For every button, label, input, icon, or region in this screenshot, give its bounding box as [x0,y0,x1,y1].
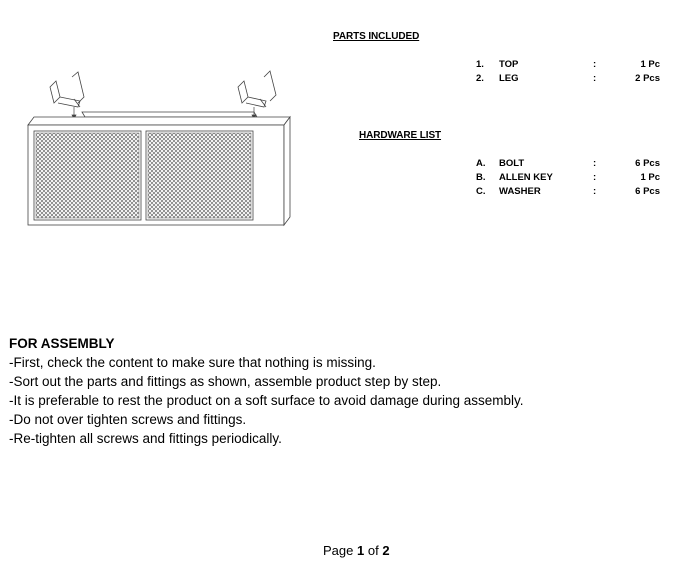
item-name: ALLEN KEY [499,172,553,183]
item-number: 1. [476,59,484,70]
item-number: B. [476,172,486,183]
item-name: WASHER [499,186,541,197]
assembly-instructions [9,334,649,448]
top-panel-drawing [82,112,257,117]
product-diagram [22,65,297,230]
instruction-line: -Do not over tighten screws and fittings. [9,412,247,427]
item-number: 2. [476,73,484,84]
item-name: TOP [499,59,519,70]
left-leg-drawing [50,72,84,107]
instruction-line: -It is preferable to rest the product on a soft surface to avoid damage during assembly. [9,393,524,408]
of-word: of [367,543,379,558]
item-separator: : [593,59,597,70]
item-quantity: 6 Pcs [635,186,660,197]
item-quantity: 1 Pc [640,59,660,70]
item-quantity: 2 Pcs [635,73,660,84]
item-separator: : [593,73,597,84]
item-number: A. [476,158,486,169]
item-name: BOLT [499,158,525,169]
cabinet-drawing [28,117,290,225]
list-item [476,58,660,72]
parts-included-heading: PARTS INCLUDED [333,31,420,42]
item-number: C. [476,186,486,197]
total-pages: 2 [382,543,390,558]
item-quantity: 1 Pc [640,172,660,183]
instruction-line: -Sort out the parts and fittings as shown, assemble product step by step. [9,374,442,389]
list-item [476,157,660,171]
page-word: Page [323,543,354,558]
hardware-list-heading: HARDWARE LIST [359,130,442,141]
item-separator: : [593,158,597,169]
list-item [476,171,660,185]
instruction-line: -Re-tighten all screws and fittings periodically. [9,431,282,446]
item-separator: : [593,186,597,197]
item-separator: : [593,172,597,183]
item-quantity: 6 Pcs [635,158,660,169]
current-page: 1 [357,543,365,558]
assembly-title: FOR ASSEMBLY [9,336,115,351]
list-item [476,185,660,199]
instruction-line: -First, check the content to make sure that nothing is missing. [9,355,376,370]
right-leg-drawing [238,71,276,107]
page-number [323,543,390,558]
item-name: LEG [499,73,519,84]
list-item [476,72,660,86]
